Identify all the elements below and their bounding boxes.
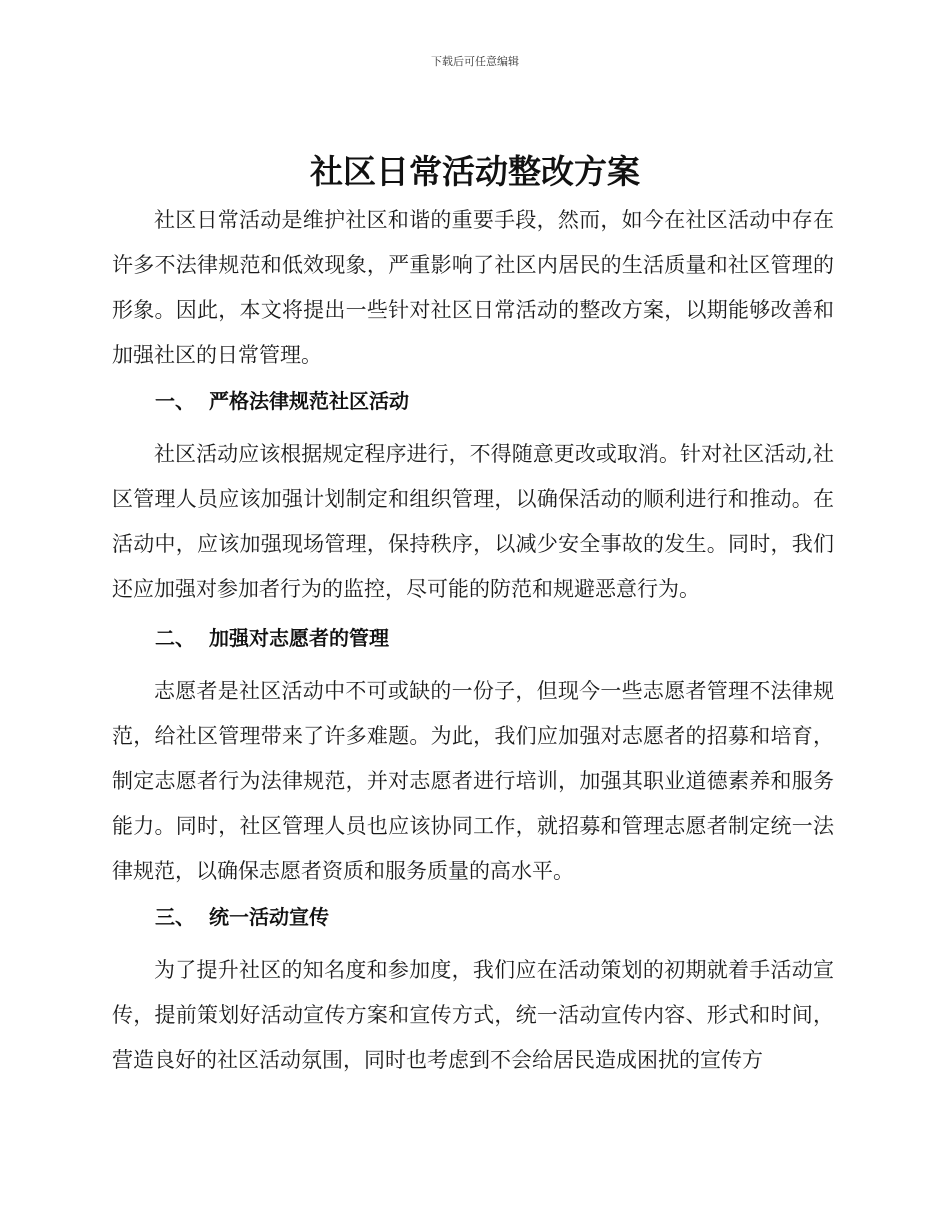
section-number: 一、 [155, 389, 195, 413]
document-title: 社区日常活动整改方案 [310, 152, 640, 191]
section-heading-2 [155, 623, 389, 653]
section-number: 二、 [155, 626, 195, 650]
page-header-note: 下载后可任意编辑 [431, 55, 519, 68]
section-heading-1 [155, 386, 409, 416]
section-paragraph-2: 志愿者是社区活动中不可或缺的一份子，但现今一些志愿者管理不法律规范，给社区管理带来了许多难题。为此，我们应加强对志愿者的招募和培育，制定志愿者行为法律规范，并对志愿者进行培训，加强其职业道德素养和服务能力。同时，社区管理人员也应该协同工作，就招募和管理志愿者制定统一法律规范，以确保志愿者资质和服务质量的高水平。 [112, 679, 834, 883]
section-heading-text: 统一活动宣传 [209, 905, 329, 929]
section-paragraph-3: 为了提升社区的知名度和参加度，我们应在活动策划的初期就着手活动宣传，提前策划好活动宣传方案和宣传方式，统一活动宣传内容、形式和时间，营造良好的社区活动氛围，同时也考虑到不会给居民造成困扰的宣传方 [112, 958, 834, 1072]
intro-paragraph: 社区日常活动是维护社区和谐的重要手段，然而，如今在社区活动中存在许多不法律规范和低效现象，严重影响了社区内居民的生活质量和社区管理的形象。因此，本文将提出一些针对社区日常活动的整改方案，以期能够改善和加强社区的日常管理。 [112, 208, 834, 367]
section-heading-text: 严格法律规范社区活动 [209, 389, 409, 413]
section-paragraph-1: 社区活动应该根据规定程序进行，不得随意更改或取消。针对社区活动,社区管理人员应该加强计划制定和组织管理，以确保活动的顺利进行和推动。在活动中，应该加强现场管理，保持秩序，以减少安全事故的发生。同时，我们还应加强对参加者行为的监控，尽可能的防范和规避恶意行为。 [112, 442, 834, 601]
section-heading-text: 加强对志愿者的管理 [209, 626, 389, 650]
section-heading-3 [155, 902, 329, 932]
section-number: 三、 [155, 905, 195, 929]
